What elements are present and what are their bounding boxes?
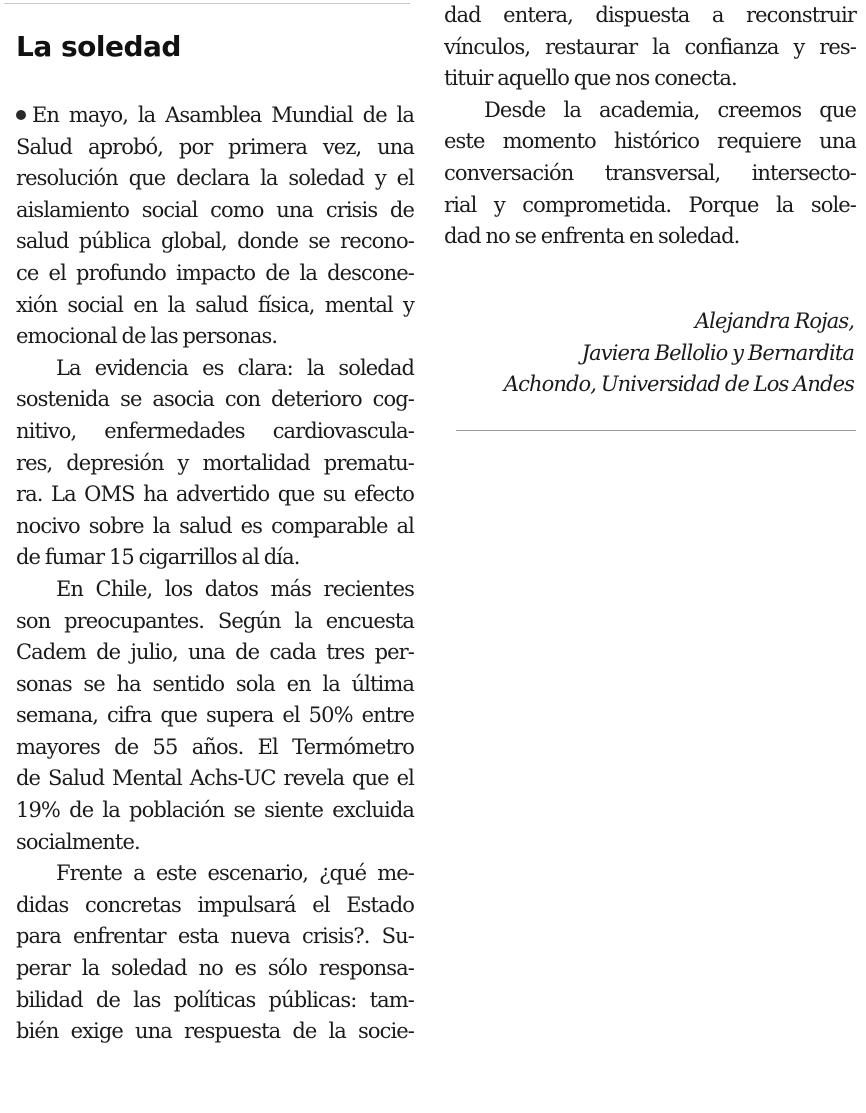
body-text: rial y comprometida. Porque la sole-: [444, 192, 856, 217]
article-body-right-column: [444, 0, 856, 253]
body-text-line: [444, 32, 856, 64]
body-text-line: [444, 158, 856, 190]
body-text: para enfrentar esta nueva crisis?. Su-: [16, 924, 414, 949]
body-text: ce el profundo impacto de la descone-: [16, 260, 414, 285]
bullet-dot-icon: [16, 110, 26, 120]
body-text: La evidencia es clara: la soledad: [56, 355, 414, 380]
top-divider: [4, 3, 410, 4]
body-text-line: [16, 985, 414, 1017]
body-text: de fumar 15 cigarrillos al día.: [16, 545, 300, 570]
body-text-line: [16, 1016, 414, 1048]
body-text-line: [16, 574, 414, 606]
article-title: La soledad: [16, 30, 181, 63]
body-text-line: [16, 858, 414, 890]
body-text: Frente a este escenario, ¿qué me-: [56, 861, 414, 886]
body-text: En Chile, los datos más recientes: [56, 576, 414, 601]
body-text: tituir aquello que nos conecta.: [444, 66, 737, 91]
body-text: aislamiento social como una crisis de: [16, 197, 414, 222]
body-text: res, depresión y mortalidad prematu-: [16, 450, 414, 475]
body-text-line: [16, 258, 414, 290]
body-text-line: [16, 226, 414, 258]
body-text: salud pública global, donde se recono-: [16, 229, 414, 254]
body-text-line: [16, 669, 414, 701]
body-text-line: [16, 700, 414, 732]
body-text: sostenida se asocia con deterioro cog-: [16, 387, 414, 412]
body-text-line: [16, 953, 414, 985]
body-text-line: [16, 479, 414, 511]
body-text-line: [444, 0, 856, 32]
body-text-line: [16, 290, 414, 322]
body-text: Cadem de julio, una de cada tres per-: [16, 640, 414, 665]
body-text-line: [16, 921, 414, 953]
body-text: dad entera, dispuesta a reconstruir: [444, 3, 856, 27]
body-text: mayores de 55 años. El Termómetro: [16, 734, 414, 759]
article-signature: [444, 306, 854, 401]
body-text-line: [16, 163, 414, 195]
body-text-line: [16, 795, 414, 827]
body-text: emocional de las personas.: [16, 324, 278, 349]
body-text: perar la soledad no es sólo responsa-: [16, 956, 414, 981]
body-text: En mayo, la Asamblea Mundial de la: [32, 103, 414, 127]
body-text: este momento histórico requiere una: [444, 129, 856, 154]
body-text-line: [16, 321, 414, 353]
body-text-line: [16, 132, 414, 164]
body-text: 19% de la población se siente excluida: [16, 798, 414, 823]
body-text: vínculos, restaurar la confianza y res-: [444, 34, 856, 59]
body-text-line: [16, 384, 414, 416]
signature-line: Javiera Bellolio y Bernardita: [581, 340, 854, 365]
body-text-line: [444, 126, 856, 158]
signature-line: Alejandra Rojas,: [694, 309, 854, 333]
body-text: nitivo, enfermedades cardiovascula-: [16, 418, 414, 443]
body-text: semana, cifra que supera el 50% entre: [16, 703, 414, 728]
body-text-line: [16, 890, 414, 922]
body-text-line: [16, 511, 414, 543]
body-text-line: [16, 448, 414, 480]
body-text: socialmente.: [16, 829, 140, 854]
body-text-line: [16, 416, 414, 448]
body-text-line: [16, 100, 414, 132]
body-text-line: [444, 221, 856, 253]
body-text: ra. La OMS ha advertido que su efecto: [16, 482, 414, 507]
signature-line: Achondo, Universidad de Los Andes: [503, 372, 854, 397]
body-text-line: [16, 637, 414, 669]
body-text-line: [16, 195, 414, 227]
body-text-line: [16, 763, 414, 795]
body-text: son preocupantes. Según la encuesta: [16, 608, 414, 633]
body-text: dad no se enfrenta en soledad.: [444, 224, 740, 249]
body-text: conversación transversal, intersecto-: [444, 160, 856, 185]
body-text-line: [16, 732, 414, 764]
body-text-line: [444, 63, 856, 95]
body-text-line: [16, 542, 414, 574]
body-text-line: [444, 190, 856, 222]
body-text: bién exige una respuesta de la socie-: [16, 1019, 414, 1044]
article-body-left-column: [16, 100, 414, 1048]
body-text-line: [16, 606, 414, 638]
body-text-line: [444, 95, 856, 127]
body-text: de Salud Mental Achs-UC revela que el: [16, 766, 414, 791]
body-text: resolución que declara la soledad y el: [16, 166, 414, 191]
body-text: Salud aprobó, por primera vez, una: [16, 134, 414, 159]
body-text-line: [16, 827, 414, 859]
body-text-line: [16, 353, 414, 385]
body-text: nocivo sobre la salud es comparable al: [16, 513, 414, 538]
signature-divider: [456, 430, 856, 431]
body-text: didas concretas impulsará el Estado: [16, 892, 414, 917]
body-text: Desde la academia, creemos que: [484, 97, 856, 122]
body-text: xión social en la salud física, mental y: [16, 292, 414, 317]
body-text: sonas se ha sentido sola en la última: [16, 671, 414, 696]
body-text: bilidad de las políticas públicas: tam-: [16, 987, 414, 1012]
